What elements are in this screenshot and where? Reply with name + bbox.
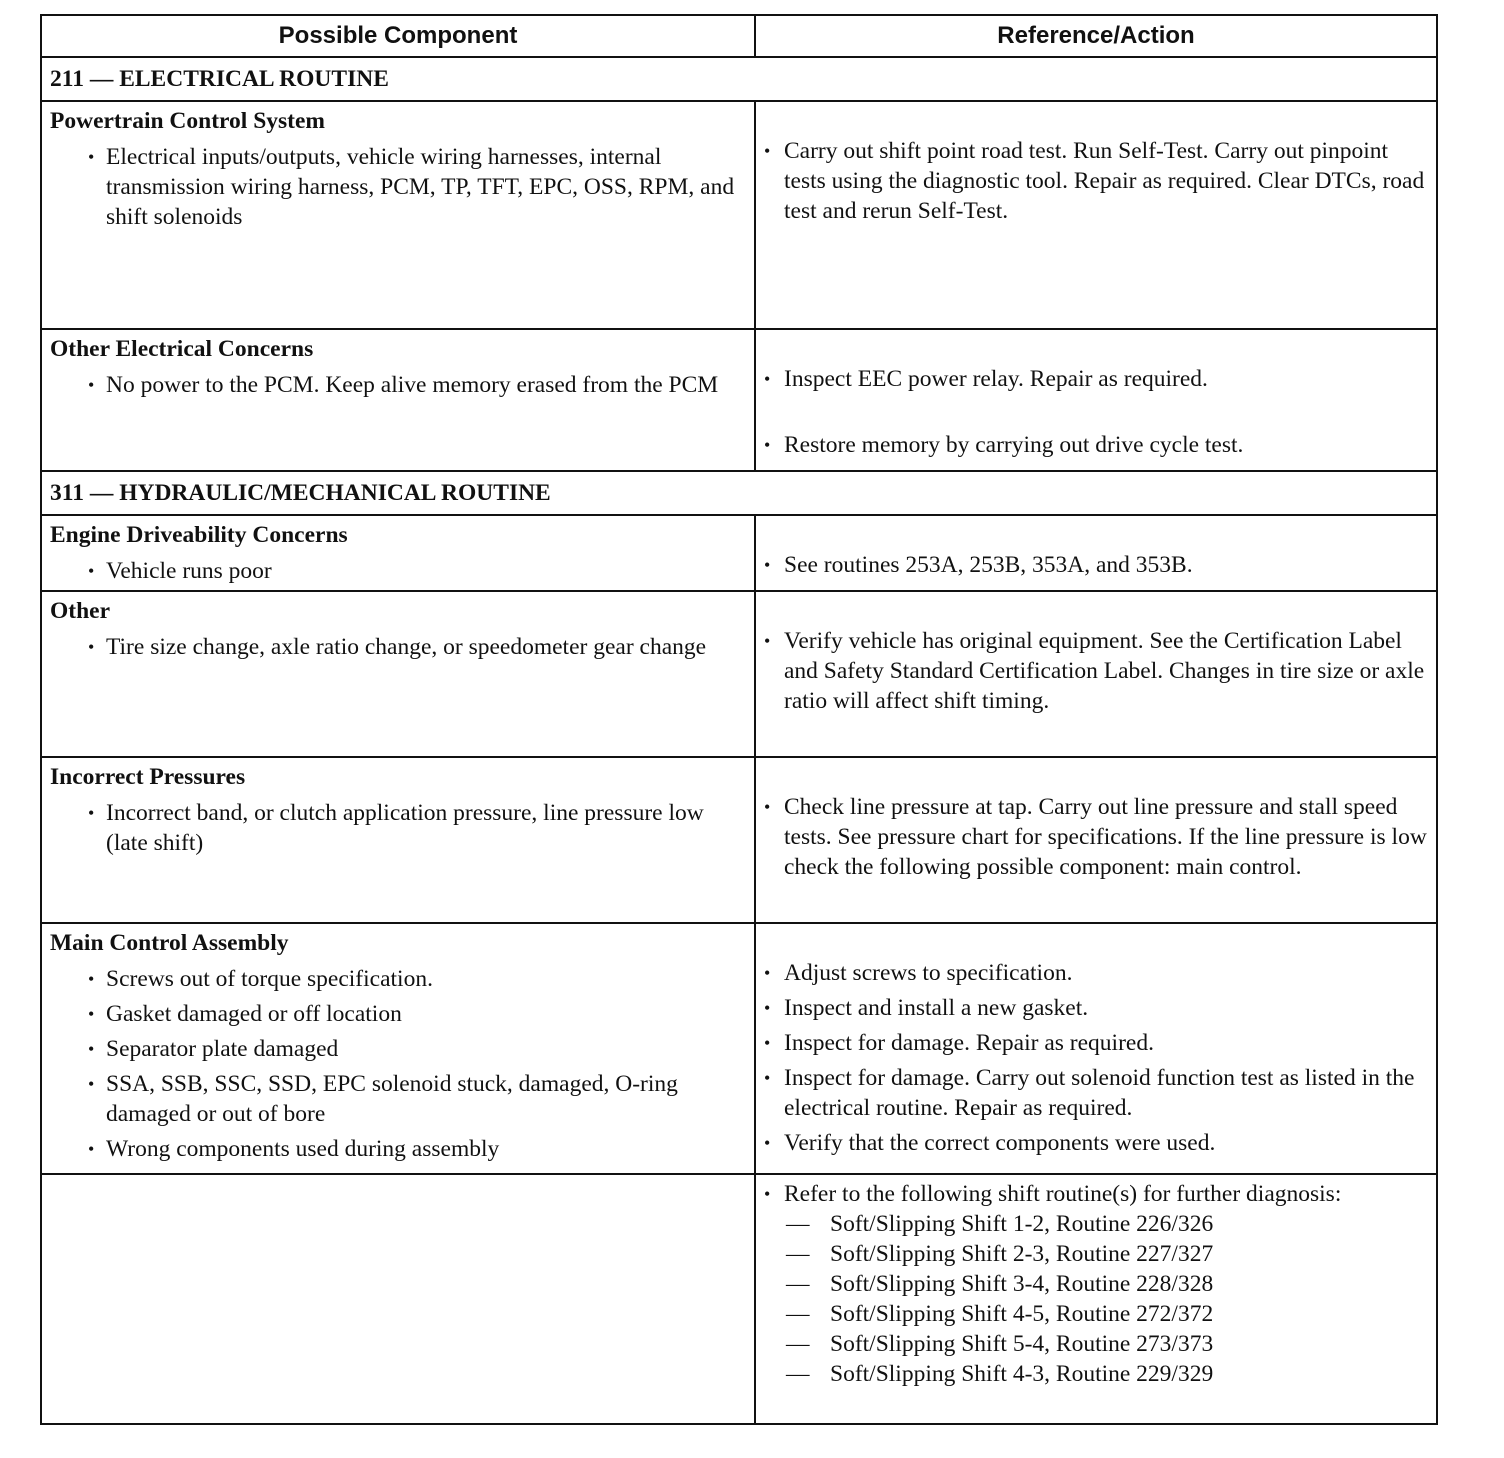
- component-item: • Wrong components used during assembly: [88, 1134, 746, 1164]
- action-item: • Inspect and install a new gasket.: [764, 993, 1428, 1023]
- action-item: • Check line pressure at tap. Carry out line pressure and stall speed tests. See pressure chart for specifications. If the line pressure is low check the following possible component: main control.: [764, 792, 1428, 882]
- component-title: Other Electrical Concerns: [50, 336, 314, 362]
- component-cell: [41, 101, 755, 329]
- component-title: Engine Driveability Concerns: [50, 522, 348, 548]
- action-cell: [755, 515, 1437, 591]
- action-cell: [755, 101, 1437, 329]
- routine-list-item: [764, 1269, 1428, 1299]
- component-item: • Separator plate damaged: [88, 1034, 746, 1064]
- action-item: • Restore memory by carrying out drive cycle test.: [764, 430, 1428, 460]
- action-item: • See routines 253A, 253B, 353A, and 353B.: [764, 550, 1428, 580]
- component-title: Incorrect Pressures: [50, 764, 246, 790]
- action-item: • Verify vehicle has original equipment. See the Certification Label and Safety Standard Certification Label. Changes in tire size or axle ratio will affect shift timing.: [764, 626, 1428, 716]
- routine-list-item: [764, 1209, 1428, 1239]
- routine-text: Soft/Slipping Shift 4-3, Routine 229/329: [830, 1361, 1214, 1387]
- action-cell: [755, 329, 1437, 471]
- table-row: [41, 329, 1437, 471]
- dash-mark: —: [786, 1361, 810, 1387]
- component-cell: [41, 757, 755, 923]
- component-item: • Screws out of torque specification.: [88, 964, 746, 994]
- header-possible-component: Possible Component: [41, 15, 755, 57]
- diagnosis-table: [40, 14, 1438, 1425]
- table-row: [41, 923, 1437, 1174]
- header-reference-action: Reference/Action: [755, 15, 1437, 57]
- component-item: • Tire size change, axle ratio change, or speedometer gear change: [88, 632, 746, 662]
- routine-text: Soft/Slipping Shift 5-4, Routine 273/373: [830, 1331, 1214, 1357]
- routine-text: Soft/Slipping Shift 2-3, Routine 227/327: [830, 1241, 1214, 1267]
- action-cell: [755, 1174, 1437, 1424]
- action-item: • Inspect for damage. Repair as required.: [764, 1028, 1428, 1058]
- action-cell: [755, 591, 1437, 757]
- component-item: • Incorrect band, or clutch application pressure, line pressure low (late shift): [88, 798, 746, 858]
- dash-mark: —: [786, 1241, 810, 1267]
- table-row: [41, 101, 1437, 329]
- action-item: • Inspect EEC power relay. Repair as required.: [764, 364, 1428, 394]
- table-row: [41, 1174, 1437, 1424]
- component-cell: [41, 329, 755, 471]
- component-cell-empty: [41, 1174, 755, 1424]
- action-item: • Carry out shift point road test. Run Self-Test. Carry out pinpoint tests using the diagnostic tool. Repair as required. Clear DTCs, road test and rerun Self-Test.: [764, 136, 1428, 226]
- dash-mark: —: [786, 1301, 810, 1327]
- component-title: Powertrain Control System: [50, 108, 325, 134]
- routine-text: Soft/Slipping Shift 1-2, Routine 226/326: [830, 1211, 1214, 1237]
- routine-text: Soft/Slipping Shift 4-5, Routine 272/372: [830, 1301, 1214, 1327]
- dash-mark: —: [786, 1271, 810, 1297]
- action-item: • Refer to the following shift routine(s) for further diagnosis:: [764, 1179, 1428, 1209]
- component-cell: [41, 591, 755, 757]
- component-item: • No power to the PCM. Keep alive memory erased from the PCM: [88, 370, 746, 400]
- routine-list-item: [764, 1329, 1428, 1359]
- component-title: Main Control Assembly: [50, 930, 289, 956]
- action-cell: [755, 757, 1437, 923]
- action-item: • Inspect for damage. Carry out solenoid function test as listed in the electrical routine. Repair as required.: [764, 1063, 1428, 1123]
- dash-mark: —: [786, 1211, 810, 1237]
- component-cell: [41, 515, 755, 591]
- section-row-hydraulic: [41, 471, 1437, 515]
- header-row: [41, 15, 1437, 57]
- action-item: • Adjust screws to specification.: [764, 958, 1428, 988]
- component-cell: [41, 923, 755, 1174]
- table-row: [41, 757, 1437, 923]
- action-item: • Verify that the correct components were used.: [764, 1128, 1428, 1158]
- component-item: • Gasket damaged or off location: [88, 999, 746, 1029]
- section-title: 211 — ELECTRICAL ROUTINE: [41, 57, 1437, 101]
- component-item: • Vehicle runs poor: [88, 556, 746, 586]
- dash-mark: —: [786, 1331, 810, 1357]
- routine-list-item: [764, 1299, 1428, 1329]
- component-item: • Electrical inputs/outputs, vehicle wiring harnesses, internal transmission wiring harness, PCM, TP, TFT, EPC, OSS, RPM, and shift solenoids: [88, 142, 746, 232]
- component-title: Other: [50, 598, 111, 624]
- routine-list-item: [764, 1239, 1428, 1269]
- routine-text: Soft/Slipping Shift 3-4, Routine 228/328: [830, 1271, 1214, 1297]
- component-item: • SSA, SSB, SSC, SSD, EPC solenoid stuck, damaged, O-ring damaged or out of bore: [88, 1069, 746, 1129]
- table-row: [41, 515, 1437, 591]
- action-cell: [755, 923, 1437, 1174]
- section-title: 311 — HYDRAULIC/MECHANICAL ROUTINE: [41, 471, 1437, 515]
- table-row: [41, 591, 1437, 757]
- section-row-electrical: [41, 57, 1437, 101]
- routine-list-item: [764, 1359, 1428, 1389]
